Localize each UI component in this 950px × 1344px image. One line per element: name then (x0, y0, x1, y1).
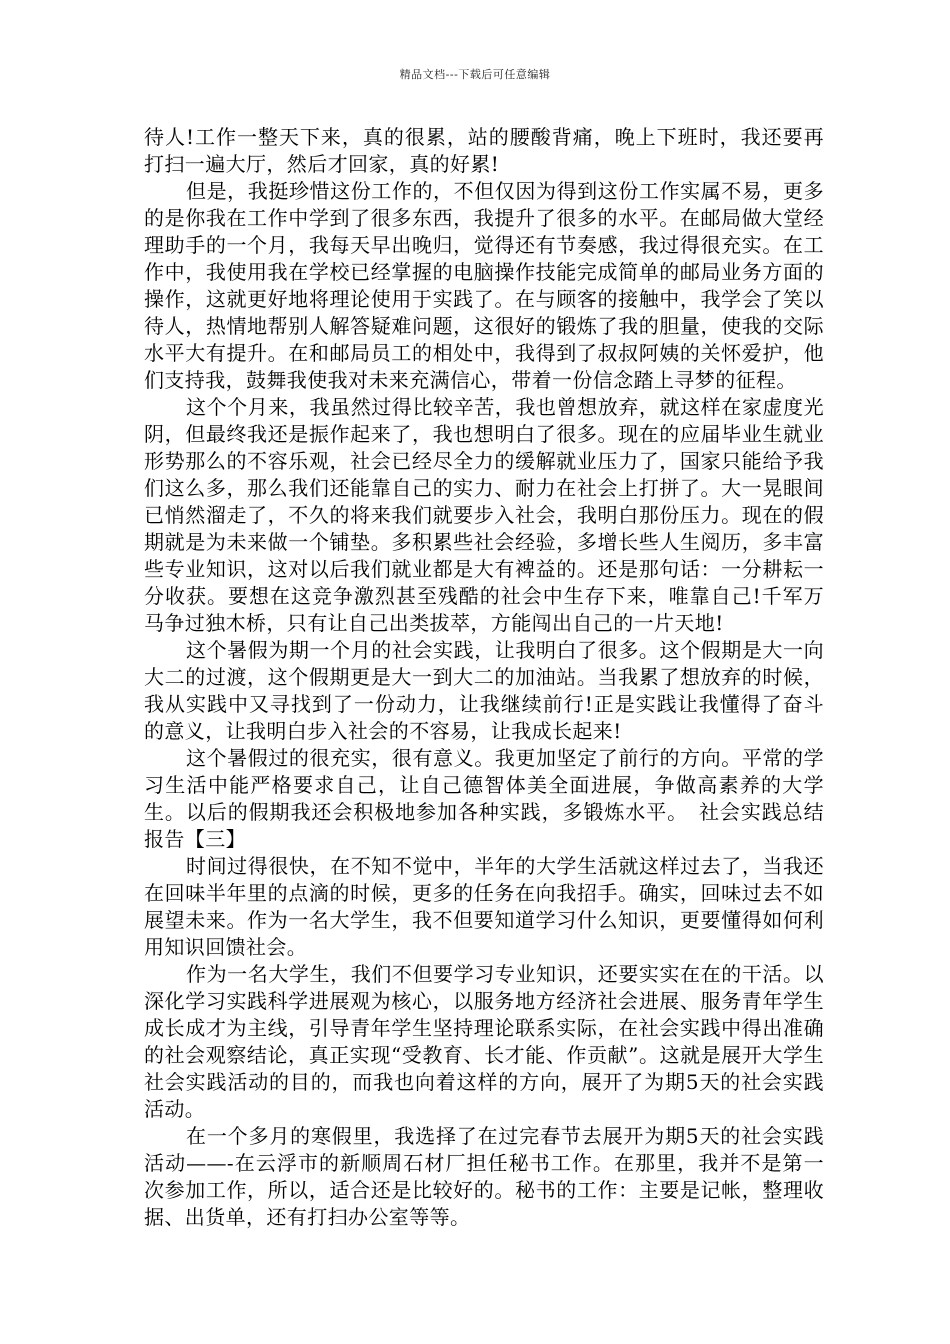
paragraph: 时间过得很快，在不知不觉中，半年的大学生活就这样过去了，当我还在回味半年里的点滴的时候，更多的任务在向我招手。确实，回味过去不如展望未来。作为一名大学生，我不但要知道学习什么知识，更要懂得如何利用知识回馈社会。 (144, 854, 824, 959)
paragraph: 这个暑假为期一个月的社会实践，让我明白了很多。这个假期是大一向大二的过渡，这个假期更是大一到大二的加油站。当我累了想放弃的时候，我从实践中又寻找到了一份动力，让我继续前行!正是实践让我懂得了奋斗的意义，让我明白步入社会的不容易，让我成长起来! (144, 638, 824, 743)
paragraph: 这个暑假过的很充实，很有意义。我更加坚定了前行的方向。平常的学习生活中能严格要求自己，让自己德智体美全面进展，争做高素养的大学生。以后的假期我还会积极地参加各种实践，多锻炼水平。 社会实践总结报告【三】 (144, 746, 824, 851)
paragraph: 但是，我挺珍惜这份工作的，不但仅因为得到这份工作实属不易，更多的是你我在工作中学到了很多东西，我提升了很多的水平。在邮局做大堂经理助手的一个月，我每天早出晚归，觉得还有节奏感，我过得很充实。在工作中，我使用我在学校已经掌握的电脑操作技能完成简单的邮局业务方面的操作，这就更好地将理论使用于实践了。在与顾客的接触中，我学会了笑以待人，热情地帮别人解答疑难问题，这很好的锻炼了我的胆量，使我的交际水平大有提升。在和邮局员工的相处中，我得到了叔叔阿姨的关怀爱护，他们支持我，鼓舞我使我对未来充满信心，带着一份信念踏上寻梦的征程。 (144, 179, 824, 392)
document-body (144, 124, 824, 1231)
paragraph: 待人!工作一整天下来，真的很累，站的腰酸背痛，晚上下班时，我还要再打扫一遍大厅，然后才回家，真的好累! (144, 125, 824, 176)
page-header: 精品文档---下载后可任意编辑 (399, 68, 551, 81)
paragraph: 这个个月来，我虽然过得比较辛苦，我也曾想放弃，就这样在家虚度光阴，但最终我还是振作起来了，我也想明白了很多。现在的应届毕业生就业形势那么的不容乐观，社会已经尽全力的缓解就业压力了，国家只能给予我们这么多，那么我们还能靠自己的实力、耐力在社会上打拼了。大一晃眼间已悄然溜走了，不久的将来我们就要步入社会，我明白那份压力。现在的假期就是为未来做一个铺垫。多积累些社会经验，多增长些人生阅历，多丰富些专业知识，这对以后我们就业都是大有裨益的。还是那句话：一分耕耘一分收获。要想在这竞争激烈甚至残酷的社会中生存下来，唯靠自己!千军万马争过独木桥，只有让自己出类拔萃，方能闯出自己的一片天地! (144, 395, 824, 635)
paragraph: 在一个多月的寒假里，我选择了在过完春节去展开为期5天的社会实践活动——-在云浮市的新顺周石材厂担任秘书工作。在那里，我并不是第一次参加工作，所以，适合还是比较好的。秘书的工作：主要是记帐，整理收据、出货单，还有打扫办公室等等。 (144, 1124, 824, 1229)
paragraph: 作为一名大学生，我们不但要学习专业知识，还要实实在在的干活。以深化学习实践科学进展观为核心，以服务地方经济社会进展、服务青年学生成长成才为主线，引导青年学生坚持理论联系实际，在社会实践中得出准确的社会观察结论，真正实现“受教育、长才能、作贡献”。这就是展开大学生社会实践活动的目的，而我也向着这样的方向，展开了为期5天的社会实践活动。 (144, 962, 824, 1121)
